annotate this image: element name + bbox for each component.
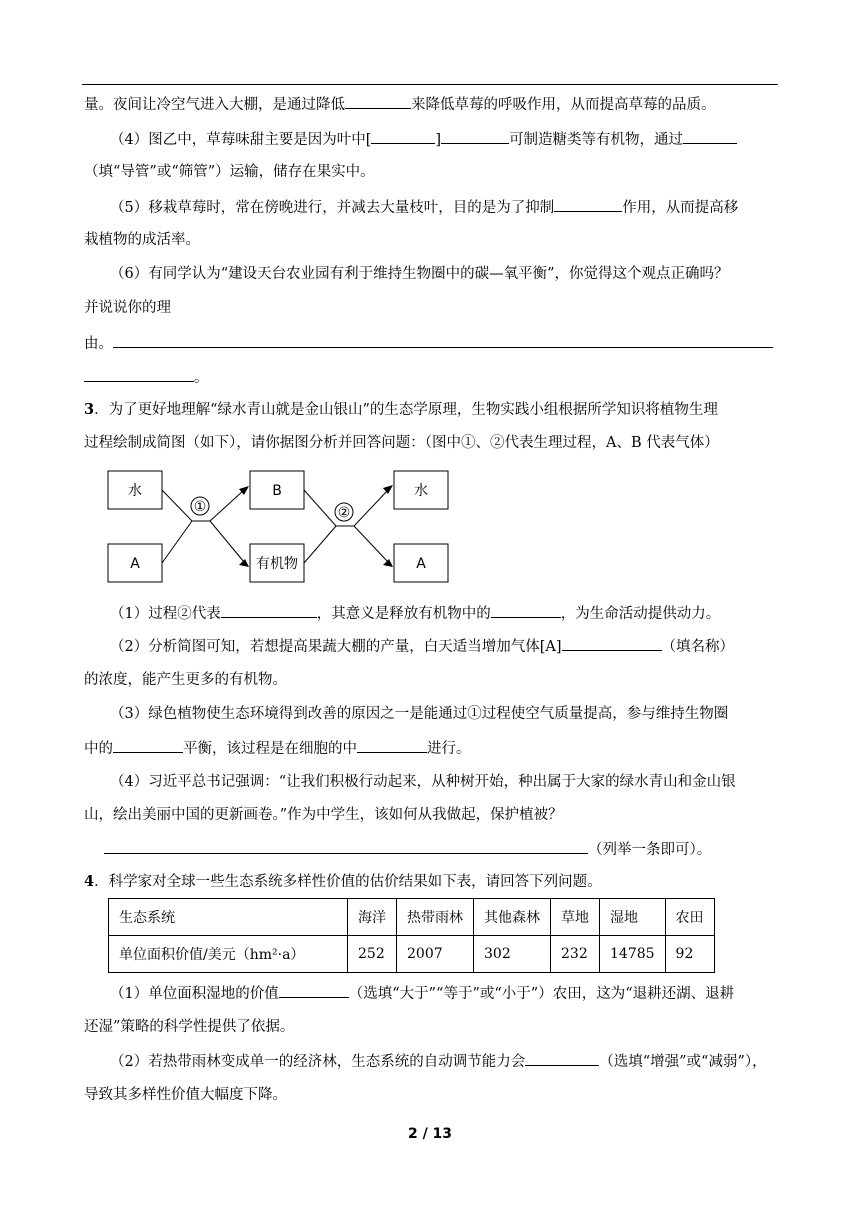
text: ]	[435, 132, 442, 148]
arrowhead	[383, 485, 393, 494]
q3-sub4-line-1	[110, 772, 736, 792]
question-number: 3	[84, 401, 95, 418]
arrow-to-b	[210, 490, 244, 521]
q3-sub1	[110, 603, 720, 624]
answer-blank[interactable]	[345, 94, 411, 109]
text: （2）分析简图可知，若想提高果蔬大棚的产量，白天适当增加气体[A]	[110, 639, 562, 655]
header-rule	[82, 84, 778, 85]
text: 过程绘制成简图（如下），请你据图分析并回答问题：（图中①、②代表生理过程，A、B 代表气体）	[84, 435, 719, 451]
answer-blank[interactable]	[441, 129, 509, 144]
label-a-in: A	[130, 556, 140, 572]
q3-sub4-line-2	[84, 805, 563, 825]
text: 中的	[84, 741, 113, 757]
q2-part5-line-2	[84, 230, 200, 250]
text: 进行。	[427, 741, 471, 757]
answer-blank[interactable]	[562, 636, 662, 651]
table-cell: 农田	[665, 899, 714, 936]
text: ，为生命活动提供动力。	[560, 606, 721, 622]
connector-line	[304, 490, 336, 526]
table-cell: 14785	[600, 936, 666, 973]
text: （4）习近平总书记强调：“让我们积极行动起来，从种树开始，种出属于大家的绿水青山和金山银	[110, 774, 736, 790]
text: （1）单位面积湿地的价值	[110, 986, 279, 1002]
answer-blank[interactable]	[84, 367, 194, 382]
ecosystem-value-table	[108, 898, 715, 973]
answer-blank[interactable]	[113, 333, 773, 348]
label-water-in: 水	[128, 483, 142, 499]
label-process-2: ②	[337, 505, 351, 521]
table-cell: 单位面积价值/美元（hm²·a）	[109, 936, 348, 973]
text: ．科学家对全球一些生态系统多样性价值的估价结果如下表，请回答下列问题。	[94, 874, 602, 890]
answer-blank[interactable]	[113, 738, 183, 753]
q2-part5-line-1	[110, 197, 738, 218]
arrowhead	[239, 559, 249, 567]
answer-blank[interactable]	[683, 129, 737, 144]
plant-process-diagram	[100, 466, 460, 588]
table-cell: 草地	[551, 899, 600, 936]
answer-blank[interactable]	[371, 129, 435, 144]
text: 的浓度，能产生更多的有机物。	[84, 672, 287, 688]
q2-part6-line-3	[84, 333, 773, 354]
text: 作用，从而提高移	[622, 200, 739, 216]
text: 量。夜间让冷空气进入大棚，是通过降低	[84, 97, 345, 113]
q2-part6-line-4	[84, 367, 209, 388]
text: （2）若热带雨林变成单一的经济林，生态系统的自动调节能力会	[110, 1054, 526, 1070]
table-cell: 湿地	[600, 899, 666, 936]
q2-part4-line-1	[110, 129, 737, 150]
q3-sub3-line-1	[110, 704, 728, 724]
text: 导致其多样性价值大幅度下降。	[84, 1087, 287, 1103]
label-a-out: A	[416, 556, 426, 572]
text: 山，绘出美丽中国的更新画卷。”作为中学生，该如何从我做起，保护植被？	[84, 807, 563, 823]
q2-part6-line-1	[110, 264, 729, 284]
connector-line	[162, 521, 192, 563]
q4-sub2-line-1	[110, 1051, 767, 1072]
question-number: 4	[84, 873, 95, 890]
arrowhead	[383, 559, 393, 567]
table-cell: 2007	[397, 936, 474, 973]
label-b: B	[272, 483, 282, 499]
q2-part4-line-2	[84, 162, 375, 182]
connector-line	[162, 490, 192, 521]
label-water-out: 水	[414, 483, 428, 499]
text: ．为了更好地理解“绿水青山就是金山银山”的生态学原理，生物实践小组根据所学知识将植物生理	[94, 402, 718, 418]
text: （6）有同学认为“建设天台农业园有利于维持生物圈中的碳—氧平衡”，你觉得这个观点正确吗？	[110, 266, 729, 282]
text: （填名称）	[661, 639, 735, 655]
q3-intro-line-2	[84, 433, 719, 453]
text: ，其意义是释放有机物中的	[316, 606, 491, 622]
text: 由。	[84, 336, 113, 352]
answer-blank[interactable]	[104, 839, 588, 854]
answer-blank[interactable]	[357, 738, 427, 753]
q3-sub4-line-3	[104, 839, 711, 860]
table-cell: 生态系统	[109, 899, 348, 936]
table-cell: 302	[474, 936, 551, 973]
arrow-to-a-out	[354, 526, 388, 562]
table-cell: 92	[665, 936, 714, 973]
arrow-to-organic	[210, 521, 244, 562]
answer-blank[interactable]	[554, 197, 622, 212]
answer-blank[interactable]	[491, 603, 561, 618]
table-cell: 热带雨林	[397, 899, 474, 936]
table-cell: 其他森林	[474, 899, 551, 936]
page-number: 2 / 13	[407, 1126, 453, 1142]
q4-sub2-line-2	[84, 1085, 287, 1105]
q3-sub3-line-2	[84, 738, 471, 759]
text: （选填“大于”“等于”或“小于”）农田，这为“退耕还湖、退耕	[348, 986, 735, 1002]
q2-line-1	[84, 94, 716, 115]
text: （列举一条即可）。	[588, 842, 712, 858]
q3-intro-line-1	[84, 400, 718, 420]
table-cell: 海洋	[348, 899, 397, 936]
text: 并说说你的理	[84, 300, 171, 316]
arrow-to-water-out	[354, 490, 388, 526]
text: （选填“增强”或“减弱”），	[599, 1054, 767, 1070]
q4-sub1-line-1	[110, 983, 734, 1004]
answer-blank[interactable]	[279, 983, 349, 998]
label-process-1: ①	[193, 499, 207, 515]
table-cell: 232	[551, 936, 600, 973]
answer-blank[interactable]	[221, 603, 317, 618]
text: 平衡，该过程是在细胞的中	[183, 741, 357, 757]
connector-line	[304, 526, 336, 563]
table-header-row	[109, 899, 715, 936]
table-row	[109, 936, 715, 973]
text: 可制造糖类等有机物，通过	[509, 132, 684, 148]
text: （5）移栽草莓时，常在傍晚进行，并减去大量枝叶，目的是为了抑制	[110, 200, 555, 216]
text: 栽植物的成活率。	[84, 232, 200, 248]
text: 还湿”策略的科学性提供了依据。	[84, 1019, 295, 1035]
text: （4）图乙中，草莓味甜主要是因为叶中[	[110, 132, 372, 148]
q2-part6-line-2	[84, 298, 171, 318]
answer-blank[interactable]	[525, 1051, 599, 1066]
label-organic: 有机物	[256, 556, 298, 572]
text: （1）过程②代表	[110, 606, 221, 622]
q4-sub1-line-2	[84, 1017, 294, 1037]
text: 来降低草莓的呼吸作用，从而提高草莓的品质。	[411, 97, 716, 113]
text: 。	[194, 370, 209, 386]
text: （3）绿色植物使生态环境得到改善的原因之一是能通过①过程使空气质量提高，参与维持生物圈	[110, 706, 729, 722]
q4-intro	[84, 872, 602, 892]
q3-sub2-line-1	[110, 636, 734, 657]
q3-sub2-line-2	[84, 670, 287, 690]
table-cell: 252	[348, 936, 397, 973]
text: （填“导管”或“筛管”）运输，储存在果实中。	[84, 164, 375, 180]
